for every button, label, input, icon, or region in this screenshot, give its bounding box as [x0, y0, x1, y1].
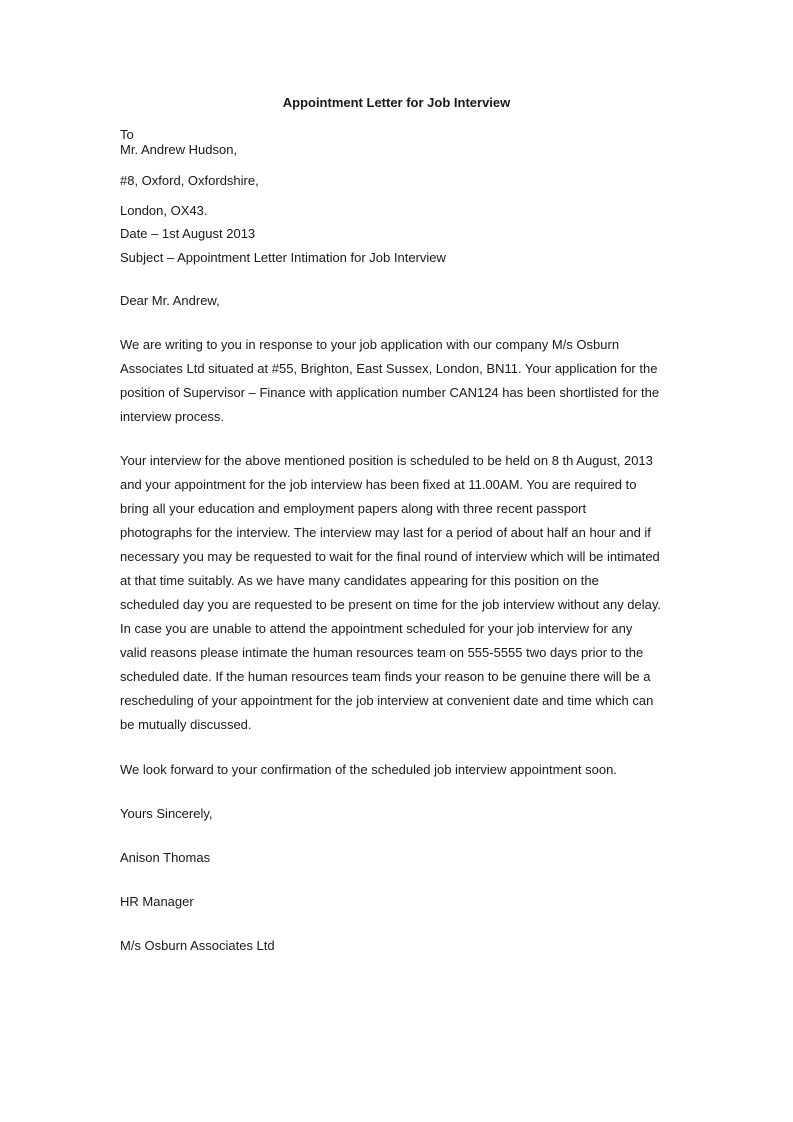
address-line-2: London, OX43. [120, 203, 208, 218]
paragraph-1-line: position of Supervisor – Finance with application number CAN124 has been shortlisted for the [120, 385, 660, 400]
paragraph-2-line: scheduled day you are requested to be present on time for the job interview without any delay. [120, 597, 662, 612]
paragraph-2-line: necessary you may be requested to wait for the final round of interview which will be intimated [120, 549, 660, 564]
company-name: M/s Osburn Associates Ltd [120, 938, 275, 953]
paragraph-2-line: be mutually discussed. [120, 717, 252, 732]
paragraph-1-line: interview process. [120, 409, 225, 424]
closing: Yours Sincerely, [120, 806, 213, 821]
paragraph-1-line: We are writing to you in response to your job application with our company M/s Osburn [120, 337, 620, 352]
signer-name: Anison Thomas [120, 850, 211, 865]
signer-title: HR Manager [120, 894, 194, 909]
paragraph-2-line: at that time suitably. As we have many candidates appearing for this position on the [120, 573, 599, 588]
recipient-name: Mr. Andrew Hudson, [120, 142, 238, 157]
address-line-1: #8, Oxford, Oxfordshire, [120, 173, 259, 188]
letter-subject: Subject – Appointment Letter Intimation for Job Interview [120, 250, 446, 265]
paragraph-2-line: rescheduling of your appointment for the job interview at convenient date and time which can [120, 693, 654, 708]
paragraph-2-line: bring all your education and employment papers along with three recent passport [120, 501, 587, 516]
paragraph-2-line: scheduled date. If the human resources team finds your reason to be genuine there will be a [120, 669, 651, 684]
paragraph-1 [120, 333, 680, 429]
paragraph-3: We look forward to your confirmation of the scheduled job interview appointment soon. [120, 762, 617, 777]
paragraph-2 [120, 449, 680, 737]
to-label: To [120, 127, 134, 142]
salutation: Dear Mr. Andrew, [120, 293, 220, 308]
letter-title: Appointment Letter for Job Interview [282, 95, 511, 110]
letter-date: Date – 1st August 2013 [120, 226, 256, 241]
paragraph-2-line: In case you are unable to attend the appointment scheduled for your job interview for any [120, 621, 633, 636]
paragraph-2-line: Your interview for the above mentioned position is scheduled to be held on 8 th August, 2013 [120, 453, 653, 468]
paragraph-2-line: photographs for the interview. The interview may last for a period of about half an hour and if [120, 525, 651, 540]
paragraph-2-line: and your appointment for the job interview has been fixed at 11.00AM. You are required to [120, 477, 637, 492]
paragraph-2-line: valid reasons please intimate the human resources team on 555-5555 two days prior to the [120, 645, 644, 660]
paragraph-1-line: Associates Ltd situated at #55, Brighton, East Sussex, London, BN11. Your application for the [120, 361, 658, 376]
